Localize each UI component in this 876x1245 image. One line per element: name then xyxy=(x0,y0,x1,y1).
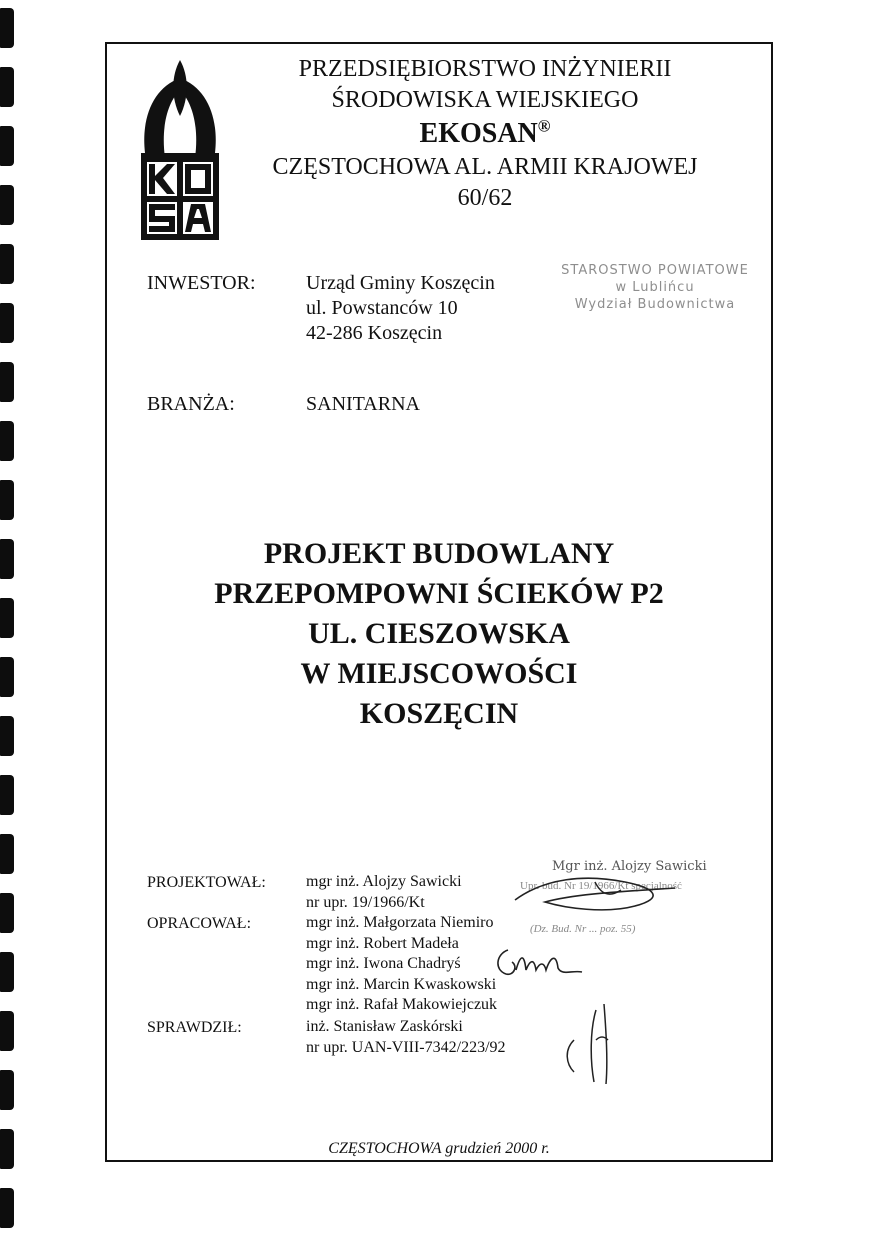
starostwo-stamp xyxy=(540,262,770,313)
preparer-name: mgr inż. Małgorzata Niemiro xyxy=(306,914,494,931)
preparer-name: mgr inż. Marcin Kwaskowski xyxy=(306,975,497,993)
designed-info xyxy=(306,872,462,913)
zaskorski-signature xyxy=(560,1000,630,1090)
prepared-label: OPRACOWAŁ: xyxy=(147,915,252,932)
investor-city: 42-286 Koszęcin xyxy=(306,322,443,344)
binding-hole xyxy=(0,244,14,284)
binding-hole xyxy=(0,362,14,402)
binding-hole xyxy=(0,657,14,697)
binding-hole xyxy=(0,893,14,933)
project-title xyxy=(105,534,773,734)
company-header xyxy=(230,54,740,214)
checked-label: SPRAWDZIŁ: xyxy=(147,1019,242,1036)
designer-license: nr upr. 19/1966/Kt xyxy=(306,893,425,911)
title-line-2: PRZEPOMPOWNI ŚCIEKÓW P2 xyxy=(214,577,664,610)
binding-hole xyxy=(0,185,14,225)
binding-holes xyxy=(0,0,24,1245)
branch-value: SANITARNA xyxy=(306,393,420,415)
checked-info xyxy=(306,1017,506,1058)
company-line-2: ŚRODOWISKA WIEJSKIEGO xyxy=(331,87,639,113)
designer-stamp-line-2: Upr. bud. Nr 19/1966/Kt specjalność xyxy=(520,880,682,892)
binding-hole xyxy=(0,303,14,343)
starostwo-stamp-line-3: Wydział Budownictwa xyxy=(574,297,736,312)
investor-street: ul. Powstanców 10 xyxy=(306,297,458,319)
brand-name: EKOSAN xyxy=(419,118,538,149)
investor-name: Urząd Gminy Koszęcin xyxy=(306,272,495,294)
designer-stamp-line-3: (Dz. Bud. Nr ... poz. 55) xyxy=(530,923,636,935)
title-line-1: PROJEKT BUDOWLANY xyxy=(263,537,615,570)
investor-label: INWESTOR: xyxy=(147,272,256,294)
checker-name: inż. Stanisław Zaskórski xyxy=(306,1018,463,1035)
investor-info xyxy=(306,271,495,346)
company-line-1: PRZEDSIĘBIORSTWO INŻYNIERII xyxy=(298,56,672,82)
company-address-line-2: 60/62 xyxy=(457,185,513,211)
starostwo-stamp-line-2: w Lublińcu xyxy=(615,280,695,295)
prepared-list xyxy=(306,913,497,1016)
binding-hole xyxy=(0,1070,14,1110)
designer-name: mgr inż. Alojzy Sawicki xyxy=(306,873,462,890)
binding-hole xyxy=(0,775,14,815)
binding-hole xyxy=(0,952,14,992)
chadrys-signature xyxy=(490,940,590,985)
designer-stamp-line-1: Mgr inż. Alojzy Sawicki xyxy=(552,859,707,874)
designed-label: PROJEKTOWAŁ: xyxy=(147,874,266,891)
binding-hole xyxy=(0,8,14,48)
binding-hole xyxy=(0,716,14,756)
registered-mark: ® xyxy=(537,116,551,136)
preparer-name: mgr inż. Iwona Chadryś xyxy=(306,955,461,972)
preparer-name: mgr inż. Rafał Makowiejczuk xyxy=(306,996,498,1013)
company-address-line-1: CZĘSTOCHOWA AL. ARMII KRAJOWEJ xyxy=(272,154,698,180)
binding-hole xyxy=(0,539,14,579)
footer-place-date: CZĘSTOCHOWA grudzień 2000 r. xyxy=(328,1140,550,1157)
starostwo-stamp-line-1: STAROSTWO POWIATOWE xyxy=(561,263,749,278)
binding-hole xyxy=(0,126,14,166)
binding-hole xyxy=(0,598,14,638)
title-line-4: W MIEJSCOWOŚCI xyxy=(300,657,578,690)
binding-hole xyxy=(0,1188,14,1228)
title-line-5: KOSZĘCIN xyxy=(359,697,519,730)
title-line-3: UL. CIESZOWSKA xyxy=(308,617,570,650)
binding-hole xyxy=(0,834,14,874)
designer-signature xyxy=(505,868,695,918)
binding-hole xyxy=(0,1129,14,1169)
binding-hole xyxy=(0,1011,14,1051)
branch-label: BRANŻA: xyxy=(147,393,235,415)
binding-hole xyxy=(0,67,14,107)
checker-license: nr upr. UAN-VIII-7342/223/92 xyxy=(306,1038,506,1056)
binding-hole xyxy=(0,480,14,520)
binding-hole xyxy=(0,421,14,461)
preparer-name: mgr inż. Robert Madeła xyxy=(306,934,459,952)
company-brand xyxy=(230,116,740,152)
ekosan-logo xyxy=(133,58,227,240)
